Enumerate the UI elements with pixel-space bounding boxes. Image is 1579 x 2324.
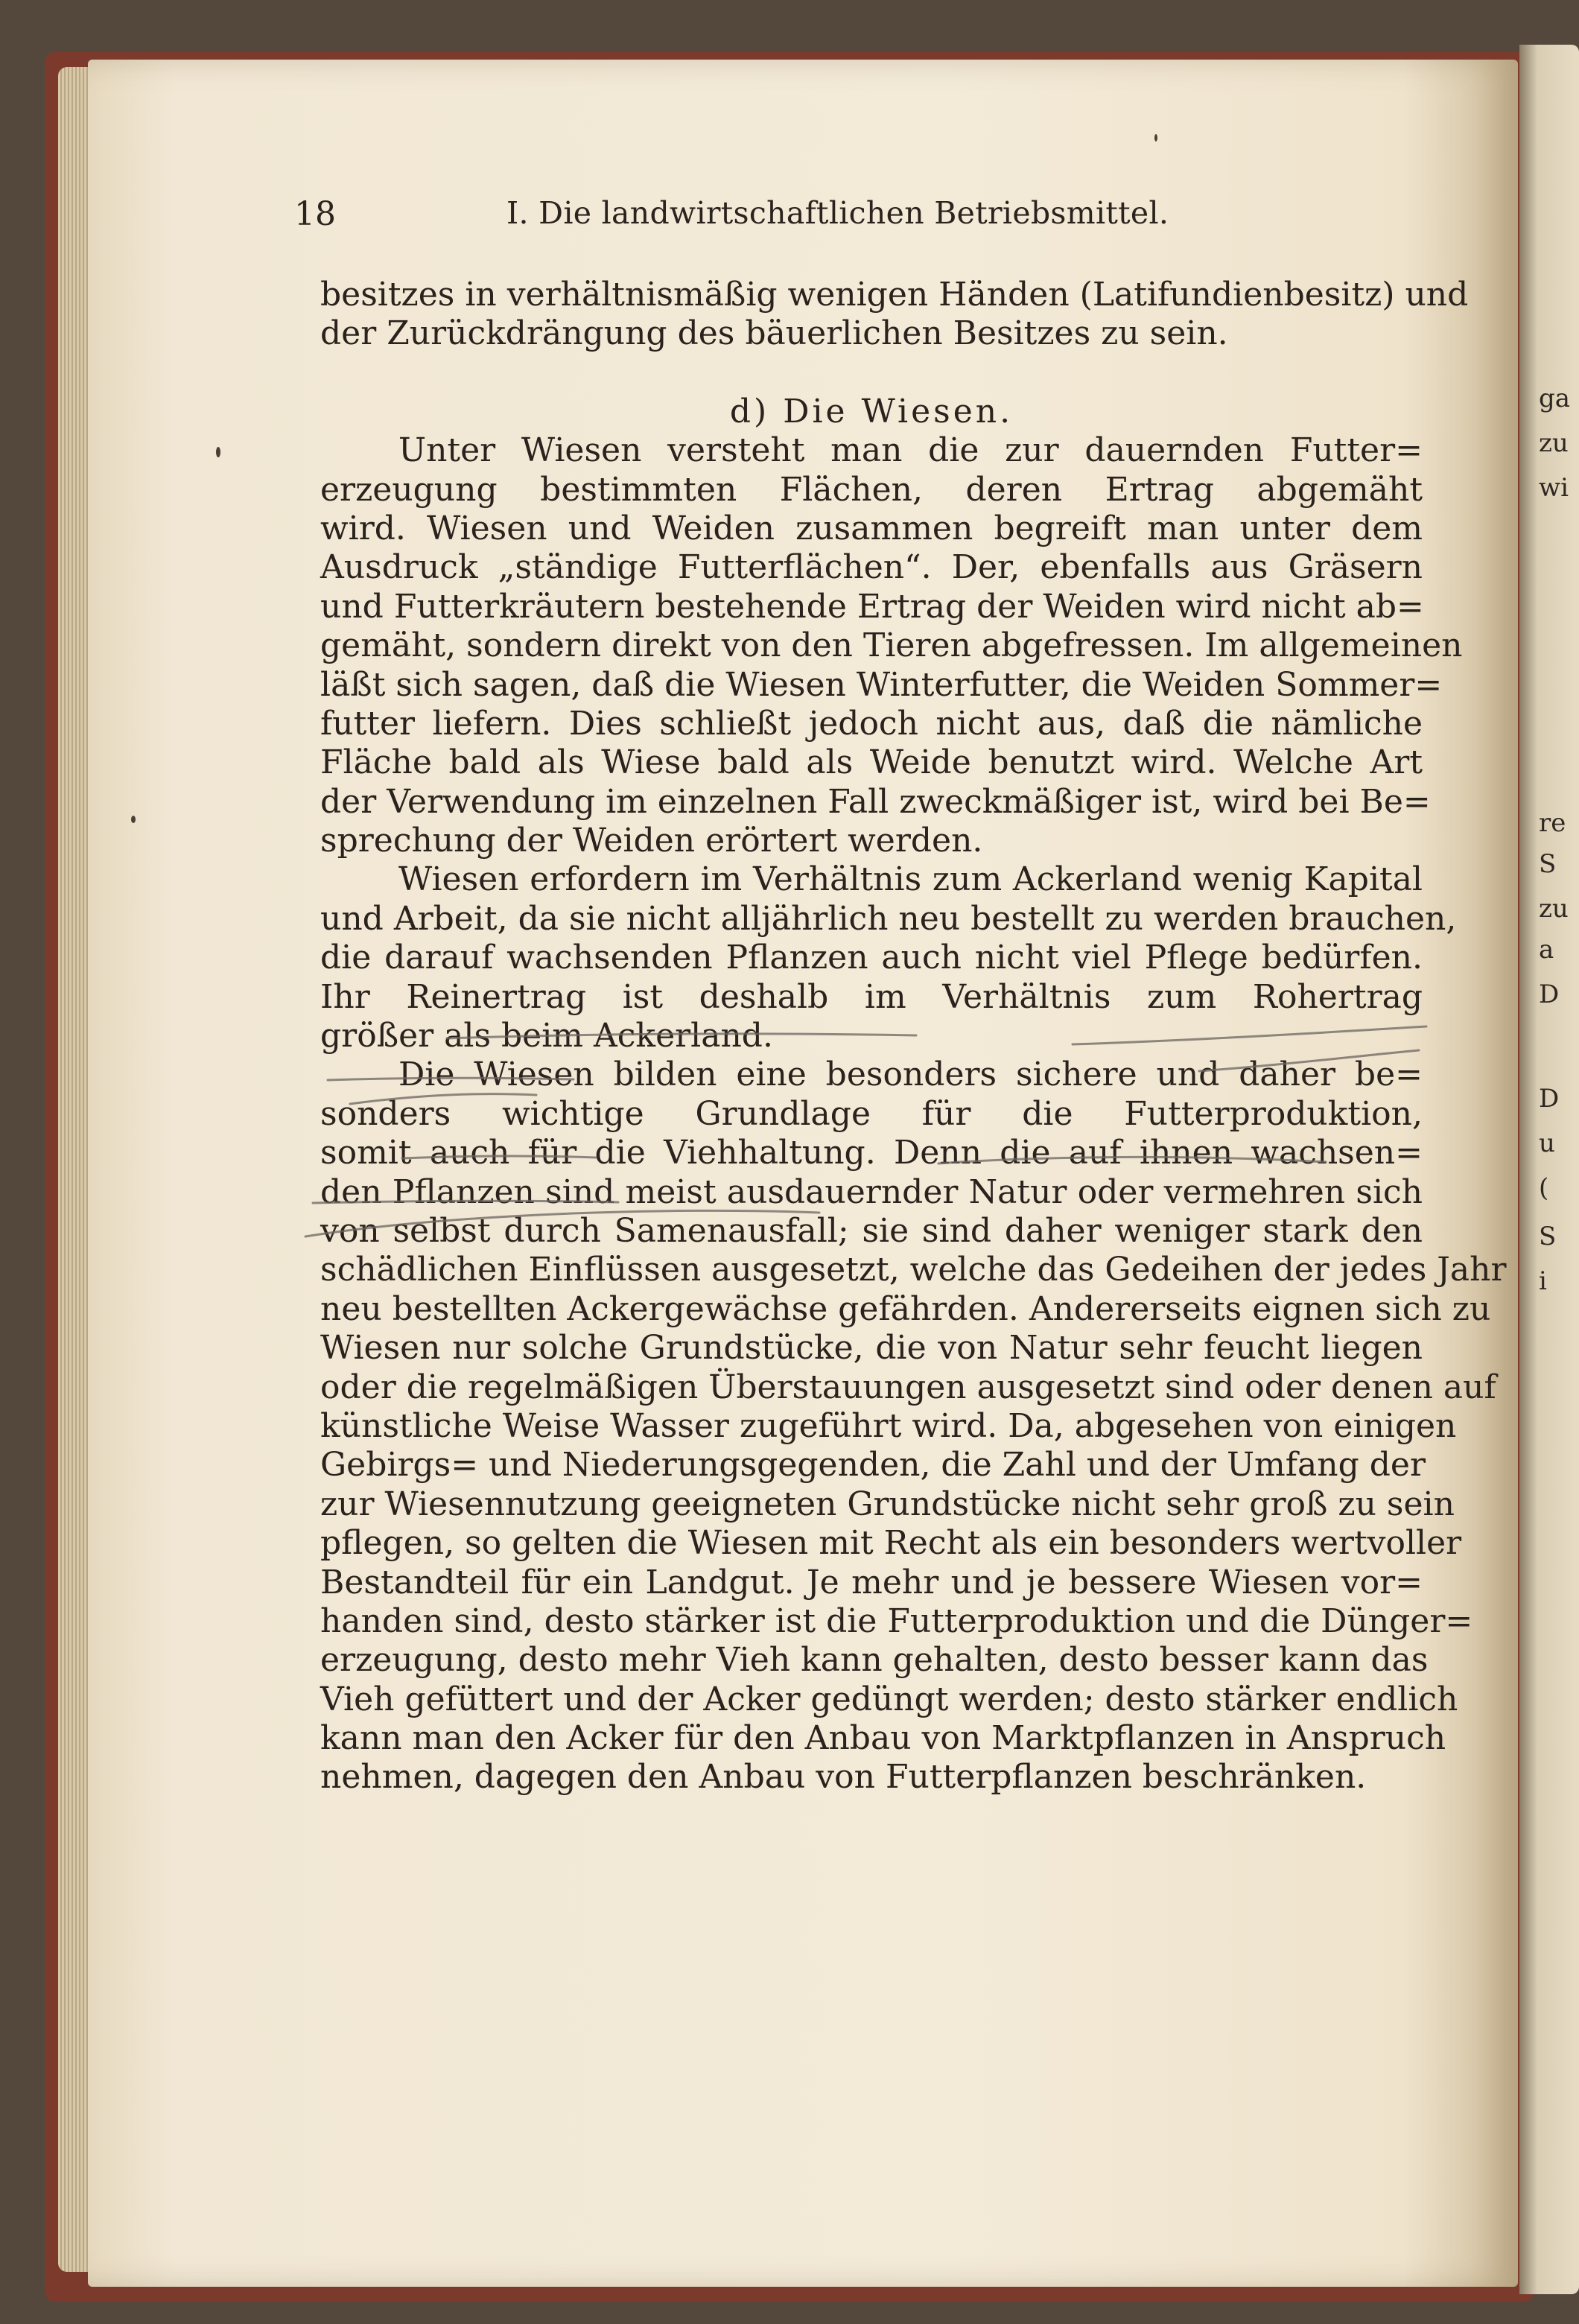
text-line: Ausdruck „ständige Futterflächen“. Der, ebenfalls aus Gräsern: [320, 548, 1423, 587]
text-line: erzeugung, desto mehr Vieh kann gehalten, desto besser kann das: [320, 1641, 1429, 1680]
facing-page-fragment: wi: [1539, 473, 1569, 503]
page-number: 18: [294, 195, 336, 233]
facing-page-fragment: a: [1539, 935, 1554, 965]
facing-page-fragment: (: [1539, 1173, 1549, 1203]
text-line: sonders wichtige Grundlage für die Futterproduktion,: [320, 1094, 1423, 1133]
facing-page-fragment: ga: [1539, 384, 1571, 413]
paragraph-foundation: [320, 1055, 1507, 1797]
text-line: wird. Wiesen und Weiden zusammen begreift man unter dem: [320, 509, 1423, 547]
text-line: Unter Wiesen versteht man die zur dauernden Futter=: [398, 431, 1423, 470]
text-line: der Zurückdrängung des bäuerlichen Besitzes zu sein.: [320, 314, 1228, 353]
text-line: den Pflanzen sind meist ausdauernder Natur oder vermehren sich: [320, 1172, 1423, 1211]
text-line: handen sind, desto stärker ist die Futterproduktion und die Dünger=: [320, 1601, 1473, 1640]
text-line: künstliche Weise Wasser zugeführt wird. Da, abgesehen von einigen: [320, 1406, 1457, 1445]
text-line: und Arbeit, da sie nicht alljährlich neu bestellt zu werden brauchen,: [320, 899, 1457, 938]
page-body: [320, 276, 1507, 1797]
text-line: von selbst durch Samenausfall; sie sind daher weniger stark den: [320, 1211, 1423, 1250]
text-line: Bestandteil für ein Landgut. Je mehr und je bessere Wiesen vor=: [320, 1563, 1423, 1601]
text-line: schädlichen Einflüssen ausgesetzt, welche das Gedeihen der jedes Jahr: [320, 1251, 1507, 1289]
text-line: zur Wiesennutzung geeigneten Grundstücke nicht sehr groß zu sein: [320, 1485, 1455, 1523]
text-line: somit auch für die Viehhaltung. Denn die auf ihnen wachsen=: [320, 1134, 1423, 1172]
facing-page-fragment: S: [1539, 849, 1557, 879]
text-line: Die Wiesen bilden eine besonders sichere und daher be=: [398, 1055, 1423, 1094]
text-line: kann man den Acker für den Anbau von Marktpflanzen in Anspruch: [320, 1719, 1446, 1758]
text-line: erzeugung bestimmten Flächen, deren Ertrag abgemäht: [320, 470, 1423, 509]
facing-page-fragment: i: [1539, 1266, 1547, 1296]
text-line: neu bestellten Ackergewächse gefährden. Andererseits eignen sich zu: [320, 1289, 1491, 1328]
text-line: Vieh gefüttert und der Acker gedüngt werden; desto stärker endlich: [320, 1680, 1458, 1718]
paper-speck: [131, 816, 136, 823]
facing-page-edge: [1519, 45, 1579, 2294]
paper-speck: [1154, 134, 1157, 142]
text-line: Wiesen erfordern im Verhältnis zum Ackerland wenig Kapital: [398, 860, 1423, 899]
facing-page-fragment: u: [1539, 1128, 1555, 1158]
text-line: größer als beim Ackerland.: [320, 1017, 773, 1055]
text-line: besitzes in verhältnismäßig wenigen Händen (Latifundienbesitz) und: [320, 276, 1469, 314]
text-line: Fläche bald als Wiese bald als Weide benutzt wird. Welche Art: [320, 743, 1423, 782]
page-header: [294, 195, 1315, 240]
intro-paragraph: [320, 276, 1469, 354]
text-line: Gebirgs= und Niederungsgegenden, die Zahl und der Umfang der: [320, 1446, 1426, 1485]
text-line: oder die regelmäßigen Überstauungen ausgesetzt sind oder denen auf: [320, 1368, 1496, 1406]
text-line: futter liefern. Dies schließt jedoch nicht aus, daß die nämliche: [320, 704, 1423, 743]
paper-speck: [216, 447, 220, 457]
text-line: der Verwendung im einzelnen Fall zweckmäßiger ist, wird bei Be=: [320, 782, 1431, 821]
facing-page-fragment: S: [1539, 1222, 1557, 1251]
facing-page-fragment: zu: [1539, 428, 1569, 458]
facing-page-fragment: D: [1539, 1084, 1560, 1114]
text-line: gemäht, sondern direkt von den Tieren abgefressen. Im allgemeinen: [320, 626, 1463, 665]
facing-page-fragment: zu: [1539, 894, 1569, 924]
text-line: Ihr Reinertrag ist deshalb im Verhältnis zum Rohertrag: [320, 977, 1423, 1016]
text-line: Wiesen nur solche Grundstücke, die von Natur sehr feucht liegen: [320, 1329, 1423, 1368]
paragraph-definition: [320, 431, 1463, 860]
text-line: und Futterkräutern bestehende Ertrag der Weiden wird nicht ab=: [320, 587, 1424, 626]
facing-page-fragment: D: [1539, 980, 1560, 1009]
facing-page-fragment: re: [1539, 808, 1566, 838]
section-heading: d) Die Wiesen.: [729, 392, 1014, 431]
text-line: läßt sich sagen, daß die Wiesen Winterfutter, die Weiden Sommer=: [320, 665, 1443, 704]
text-line: nehmen, dagegen den Anbau von Futterpflanzen beschränken.: [320, 1758, 1367, 1797]
running-head: I. Die landwirtschaftlichen Betriebsmittel.: [506, 195, 1169, 231]
text-line: sprechung der Weiden erörtert werden.: [320, 822, 983, 860]
paragraph-capital-labor: [320, 860, 1457, 1055]
text-line: die darauf wachsenden Pflanzen auch nicht viel Pflege bedürfen.: [320, 939, 1423, 977]
text-line: pflegen, so gelten die Wiesen mit Recht als ein besonders wertvoller: [320, 1524, 1462, 1563]
